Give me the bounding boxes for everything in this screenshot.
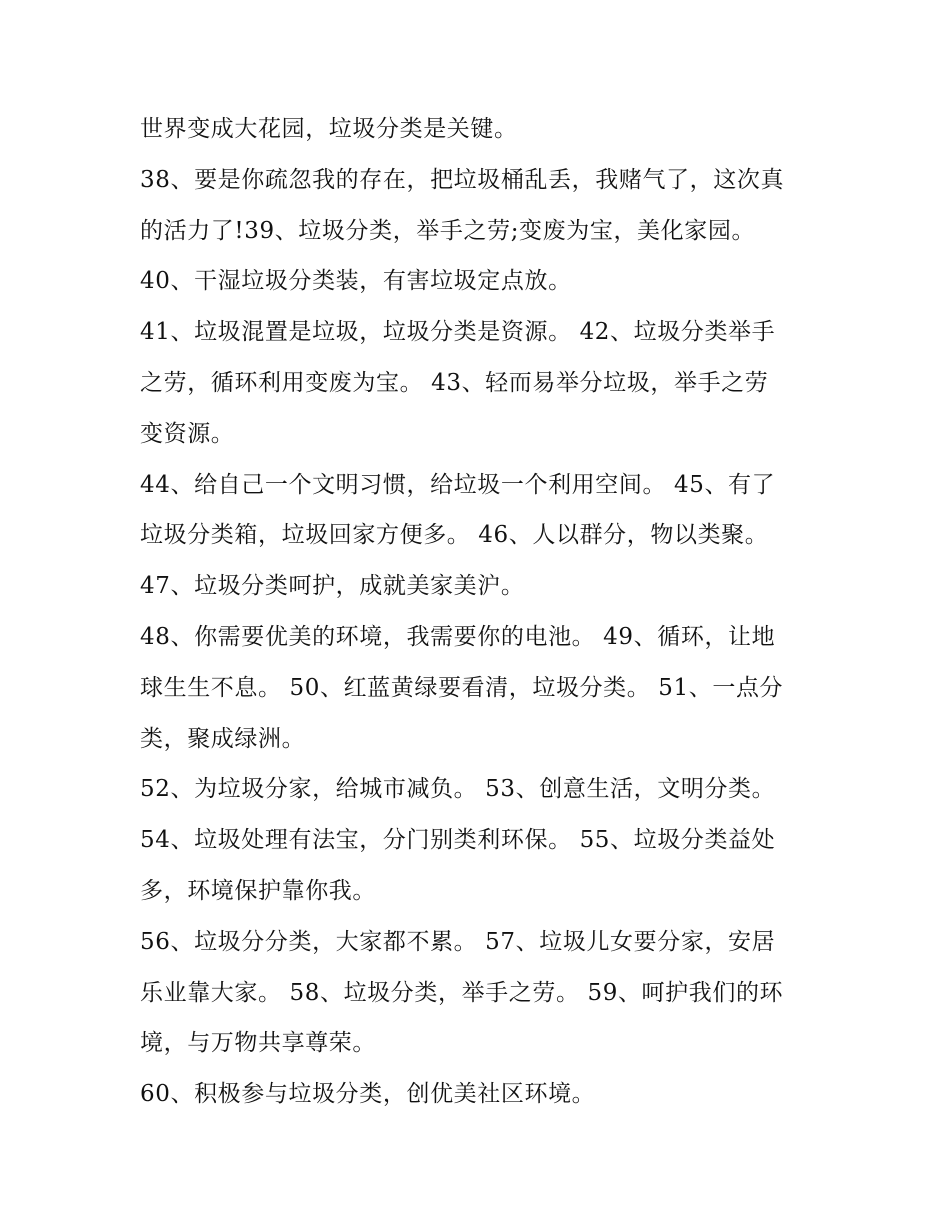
- document-body: [140, 104, 830, 1120]
- text-line: 56、垃圾分分类，大家都不累。 57、垃圾儿女要分家，安居: [140, 928, 776, 955]
- text-line: 之劳，循环利用变废为宝。 43、轻而易举分垃圾，举手之劳: [140, 369, 769, 396]
- text-line: 垃圾分类箱，垃圾回家方便多。 46、人以群分，物以类聚。: [140, 522, 769, 549]
- text-line: 世界变成大花园，垃圾分类是关键。: [140, 116, 518, 142]
- text-line: 的活力了!39、垃圾分类，举手之劳;变废为宝，美化家园。: [140, 217, 756, 244]
- text-line: 变资源。: [140, 420, 235, 447]
- text-line: 48、你需要优美的环境，我需要你的电池。 49、循环，让地: [140, 623, 776, 650]
- text-line: 多，环境保护靠你我。: [140, 877, 376, 904]
- text-line: 47、垃圾分类呵护，成就美家美沪。: [140, 573, 525, 600]
- text-line: 44、给自己一个文明习惯，给垃圾一个利用空间。 45、有了: [140, 471, 776, 498]
- text-line: 乐业靠大家。 58、垃圾分类，举手之劳。 59、呵护我们的环: [140, 979, 784, 1006]
- text-line: 60、积极参与垃圾分类，创优美社区环境。: [140, 1081, 596, 1108]
- text-line: 类，聚成绿洲。: [140, 725, 306, 752]
- text-line: 境，与万物共享尊荣。: [140, 1030, 376, 1057]
- text-line: 41、垃圾混置是垃圾，垃圾分类是资源。 42、垃圾分类举手: [140, 319, 776, 346]
- text-line: 54、垃圾处理有法宝，分门别类利环保。 55、垃圾分类益处: [140, 827, 776, 854]
- text-line: 球生生不息。 50、红蓝黄绿要看清，垃圾分类。 51、一点分: [140, 674, 784, 701]
- text-line: 40、干湿垃圾分类装，有害垃圾定点放。: [140, 268, 572, 295]
- text-line: 38、要是你疏忽我的存在，把垃圾桶乱丢，我赌气了，这次真: [140, 166, 785, 193]
- text-line: 52、为垃圾分家，给城市减负。 53、创意生活，文明分类。: [140, 776, 776, 803]
